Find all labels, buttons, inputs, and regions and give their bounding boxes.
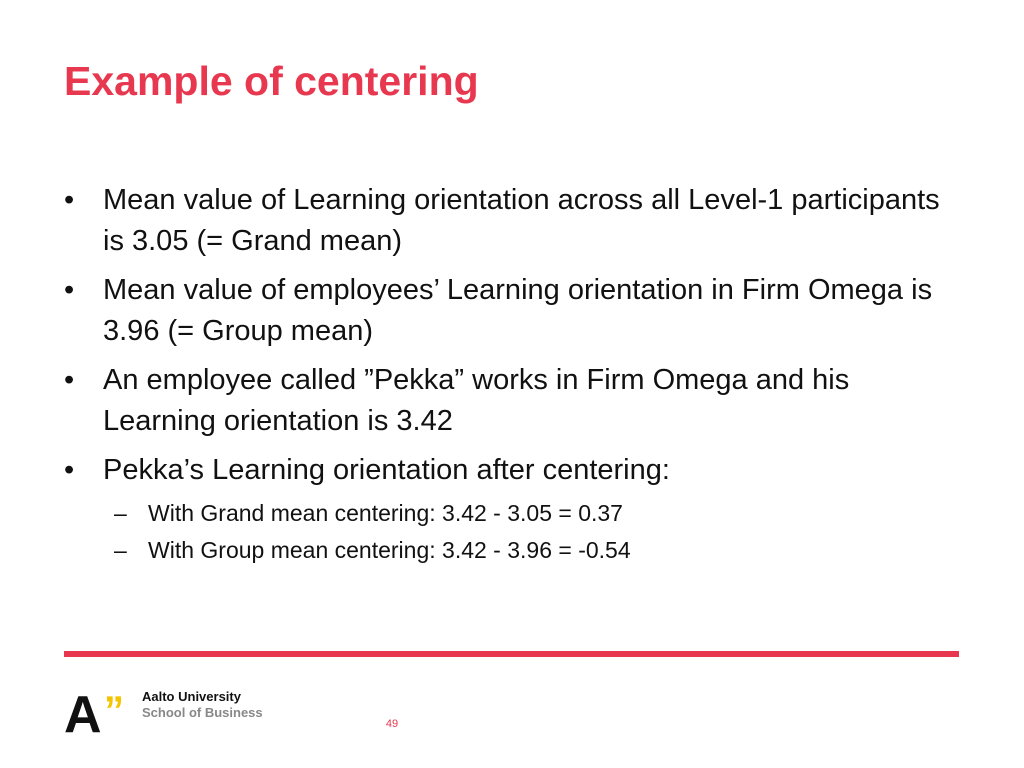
bullet-text: Mean value of employees’ Learning orientation in Firm Omega is 3.96 (= Group mean) (103, 274, 933, 347)
sub-bullet-text: With Group mean centering: 3.42 - 3.96 = -0.54 (148, 537, 631, 563)
sub-bullet-marker: – (114, 537, 127, 563)
bullet-item (64, 450, 964, 491)
bullet-text: Pekka’s Learning orientation after centering: (103, 454, 670, 486)
bullet-marker: • (64, 454, 75, 486)
logo-university-name: Aalto University (142, 689, 241, 704)
page-number: 49 (385, 718, 399, 730)
bullet-marker: • (64, 364, 75, 396)
sub-bullet-item (64, 497, 964, 530)
logo-text (142, 689, 263, 721)
bullet-text: An employee called ”Pekka” works in Firm Omega and his Learning orientation is 3.42 (103, 364, 850, 437)
bullet-marker: • (64, 274, 75, 306)
logo-letter: A (64, 690, 102, 734)
slide-title: Example of centering (64, 58, 479, 104)
logo-quote: ” (104, 690, 124, 733)
aalto-logo-icon (64, 690, 134, 734)
sub-bullet-marker: – (114, 500, 127, 526)
bullet-item (64, 270, 964, 352)
bullet-text: Mean value of Learning orientation across all Level-1 participants is 3.05 (= Grand mean) (103, 184, 940, 257)
bullet-item (64, 360, 964, 442)
footer-divider (64, 651, 959, 657)
sub-bullet-text: With Grand mean centering: 3.42 - 3.05 = 0.37 (148, 500, 623, 526)
bullet-list (64, 180, 964, 573)
sub-bullet-item (64, 534, 964, 567)
logo-school-name: School of Business (142, 705, 263, 720)
bullet-marker: • (64, 184, 75, 216)
bullet-item (64, 180, 964, 262)
